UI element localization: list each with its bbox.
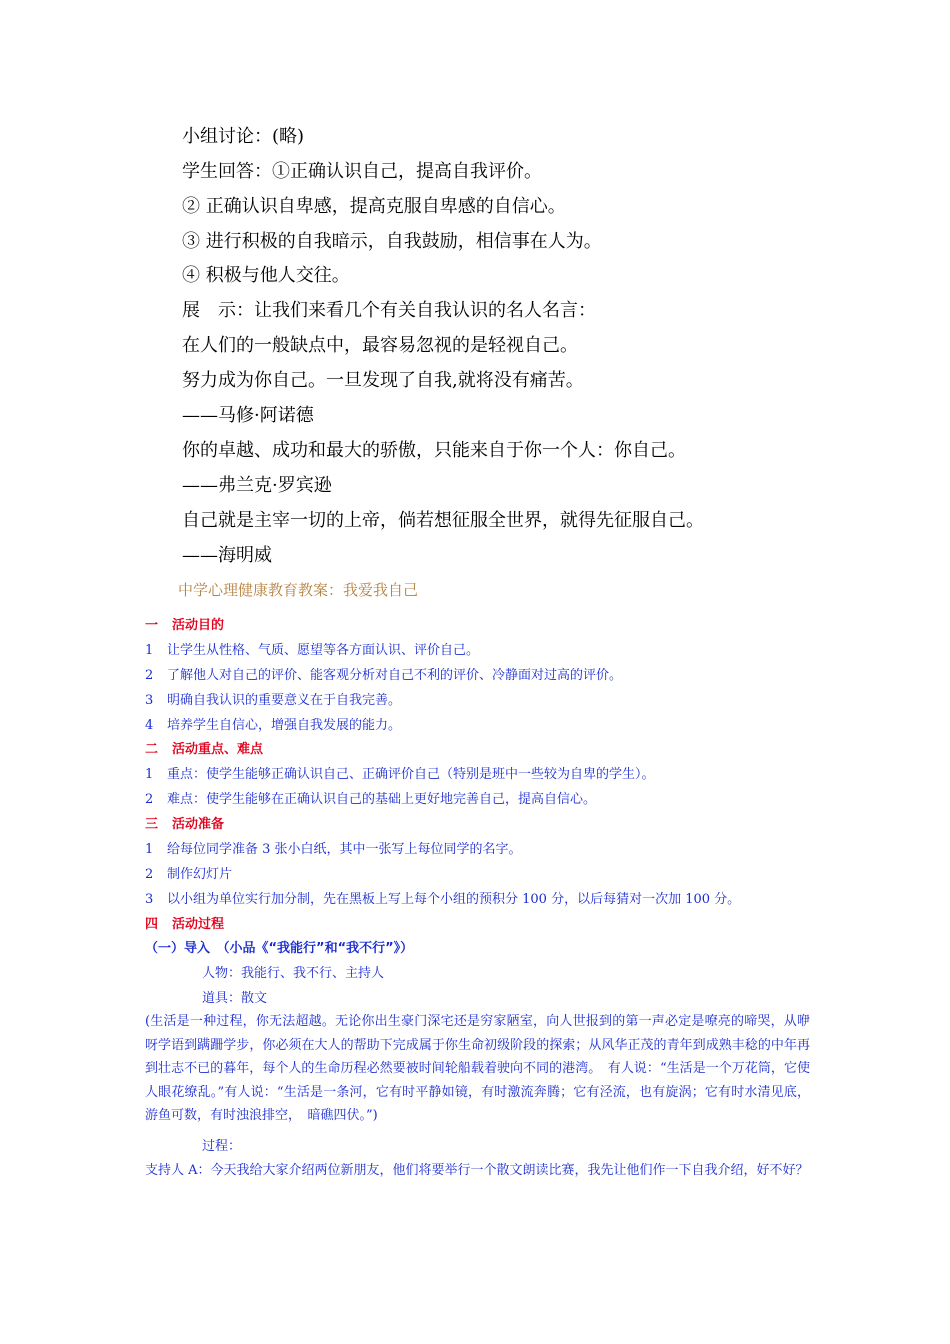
discussion-line: 小组讨论：(略): [182, 126, 305, 147]
lesson-title: 中学心理健康教育教案：我爱我自己: [178, 581, 419, 599]
item-text: 难点：使学生能够在正确认识自己的基础上更好地完善自己，提高自信心。: [167, 792, 597, 807]
item-number: 4: [145, 718, 154, 733]
quote-4: 自己就是主宰一切的上帝，倘若想征服全世界，就得先征服自己。: [182, 510, 704, 531]
process-label: 过程：: [202, 1139, 242, 1154]
section-heading-3: [145, 813, 224, 832]
item-number: 2: [145, 867, 154, 882]
section-heading-1: [145, 614, 224, 633]
item-number: 2: [145, 668, 154, 683]
list-item: [145, 838, 522, 857]
list-item: [145, 888, 740, 907]
display-line: 展 示：让我们来看几个有关自我认识的名人名言：: [182, 300, 596, 321]
section-number: 一: [145, 618, 159, 633]
section-number: 四: [145, 917, 159, 932]
item-text: 明确自我认识的重要意义在于自我完善。: [167, 693, 402, 708]
list-item: [145, 664, 622, 683]
item-text: 制作幻灯片: [167, 867, 233, 882]
intro-subheading: （一）导入 （小品《“我能行”和“我不行”》）: [145, 941, 414, 956]
prose-paragraph: (生活是一种过程，你无法超越。无论你出生豪门深宅还是穷家陋室，向人世报到的第一声必定是嘹亮的啼哭，从咿呀学语到蹒跚学步，你必须在大人的帮助下完成属于你生命初级阶段的探索；从风华正茂的青年到成熟丰稔的中年再到壮志不已的暮年，每个人的生命历程必然要被时间轮船载着驶向不同的港湾。 有人说：“生活是一个万花筒，它使人眼花缭乱。”有人说：“生活是一条河，它有时平静如镜，有时激流奔腾；它有泾流，也有旋涡；它有时水清见底，游鱼可数，有时浊浪排空， 暗礁四伏。”): [145, 1014, 810, 1123]
characters-line: 人物：我能行、我不行、主持人: [202, 966, 385, 981]
list-item: [145, 689, 401, 708]
item-text: 让学生从性格、气质、愿望等各方面认识、评价自己。: [167, 643, 480, 658]
item-text: 重点：使学生能够正确认识自己、正确评价自己（特别是班中一些较为自卑的学生）。: [167, 767, 655, 782]
item-number: 3: [145, 892, 154, 907]
answer-item-3: ③ 进行积极的自我暗示，自我鼓励，相信事在人为。: [182, 231, 602, 252]
item-text: 培养学生自信心，增强自我发展的能力。: [167, 718, 402, 733]
section-heading-2: [145, 738, 263, 757]
quote-2: 努力成为你自己。一旦发现了自我,就将没有痛苦。: [182, 370, 584, 391]
list-item: [145, 763, 655, 782]
list-item: [145, 863, 232, 882]
host-line: 支持人 A：今天我给大家介绍两位新朋友，他们将要举行一个散文朗读比赛，我先让他们作一下自我介绍，好不好？: [145, 1163, 809, 1178]
section-title: 活动重点、难点: [172, 742, 264, 757]
item-number: 2: [145, 792, 154, 807]
item-text: 以小组为单位实行加分制，先在黑板上写上每个小组的预积分 100 分，以后每猜对一次加 100 分。: [167, 892, 741, 907]
list-item: [145, 788, 596, 807]
section-number: 三: [145, 817, 159, 832]
student-answer-line: 学生回答：①正确认识自己，提高自我评价。: [182, 161, 542, 182]
section-title: 活动目的: [172, 618, 225, 633]
item-number: 1: [145, 842, 154, 857]
list-item: [145, 639, 479, 658]
quote-2-author: ——马修·阿诺德: [182, 405, 314, 426]
quote-4-author: ——海明威: [182, 545, 272, 566]
section-number: 二: [145, 742, 159, 757]
item-text: 了解他人对自己的评价、能客观分析对自己不利的评价、冷静面对过高的评价。: [167, 668, 623, 683]
section-heading-4: [145, 913, 224, 932]
item-number: 3: [145, 693, 154, 708]
answer-item-4: ④ 积极与他人交往。: [182, 265, 350, 286]
section-title: 活动准备: [172, 817, 225, 832]
list-item: [145, 714, 401, 733]
section-title: 活动过程: [172, 917, 225, 932]
props-line: 道具：散文: [202, 991, 268, 1006]
quote-3: 你的卓越、成功和最大的骄傲，只能来自于你一个人：你自己。: [182, 440, 686, 461]
quote-3-author: ——弗兰克·罗宾逊: [182, 475, 332, 496]
item-text: 给每位同学准备 3 张小白纸，其中一张写上每位同学的名字。: [167, 842, 522, 857]
quote-1: 在人们的一般缺点中，最容易忽视的是轻视自己。: [182, 335, 578, 356]
answer-item-2: ② 正确认识自卑感，提高克服自卑感的自信心。: [182, 196, 566, 217]
item-number: 1: [145, 643, 154, 658]
item-number: 1: [145, 767, 154, 782]
